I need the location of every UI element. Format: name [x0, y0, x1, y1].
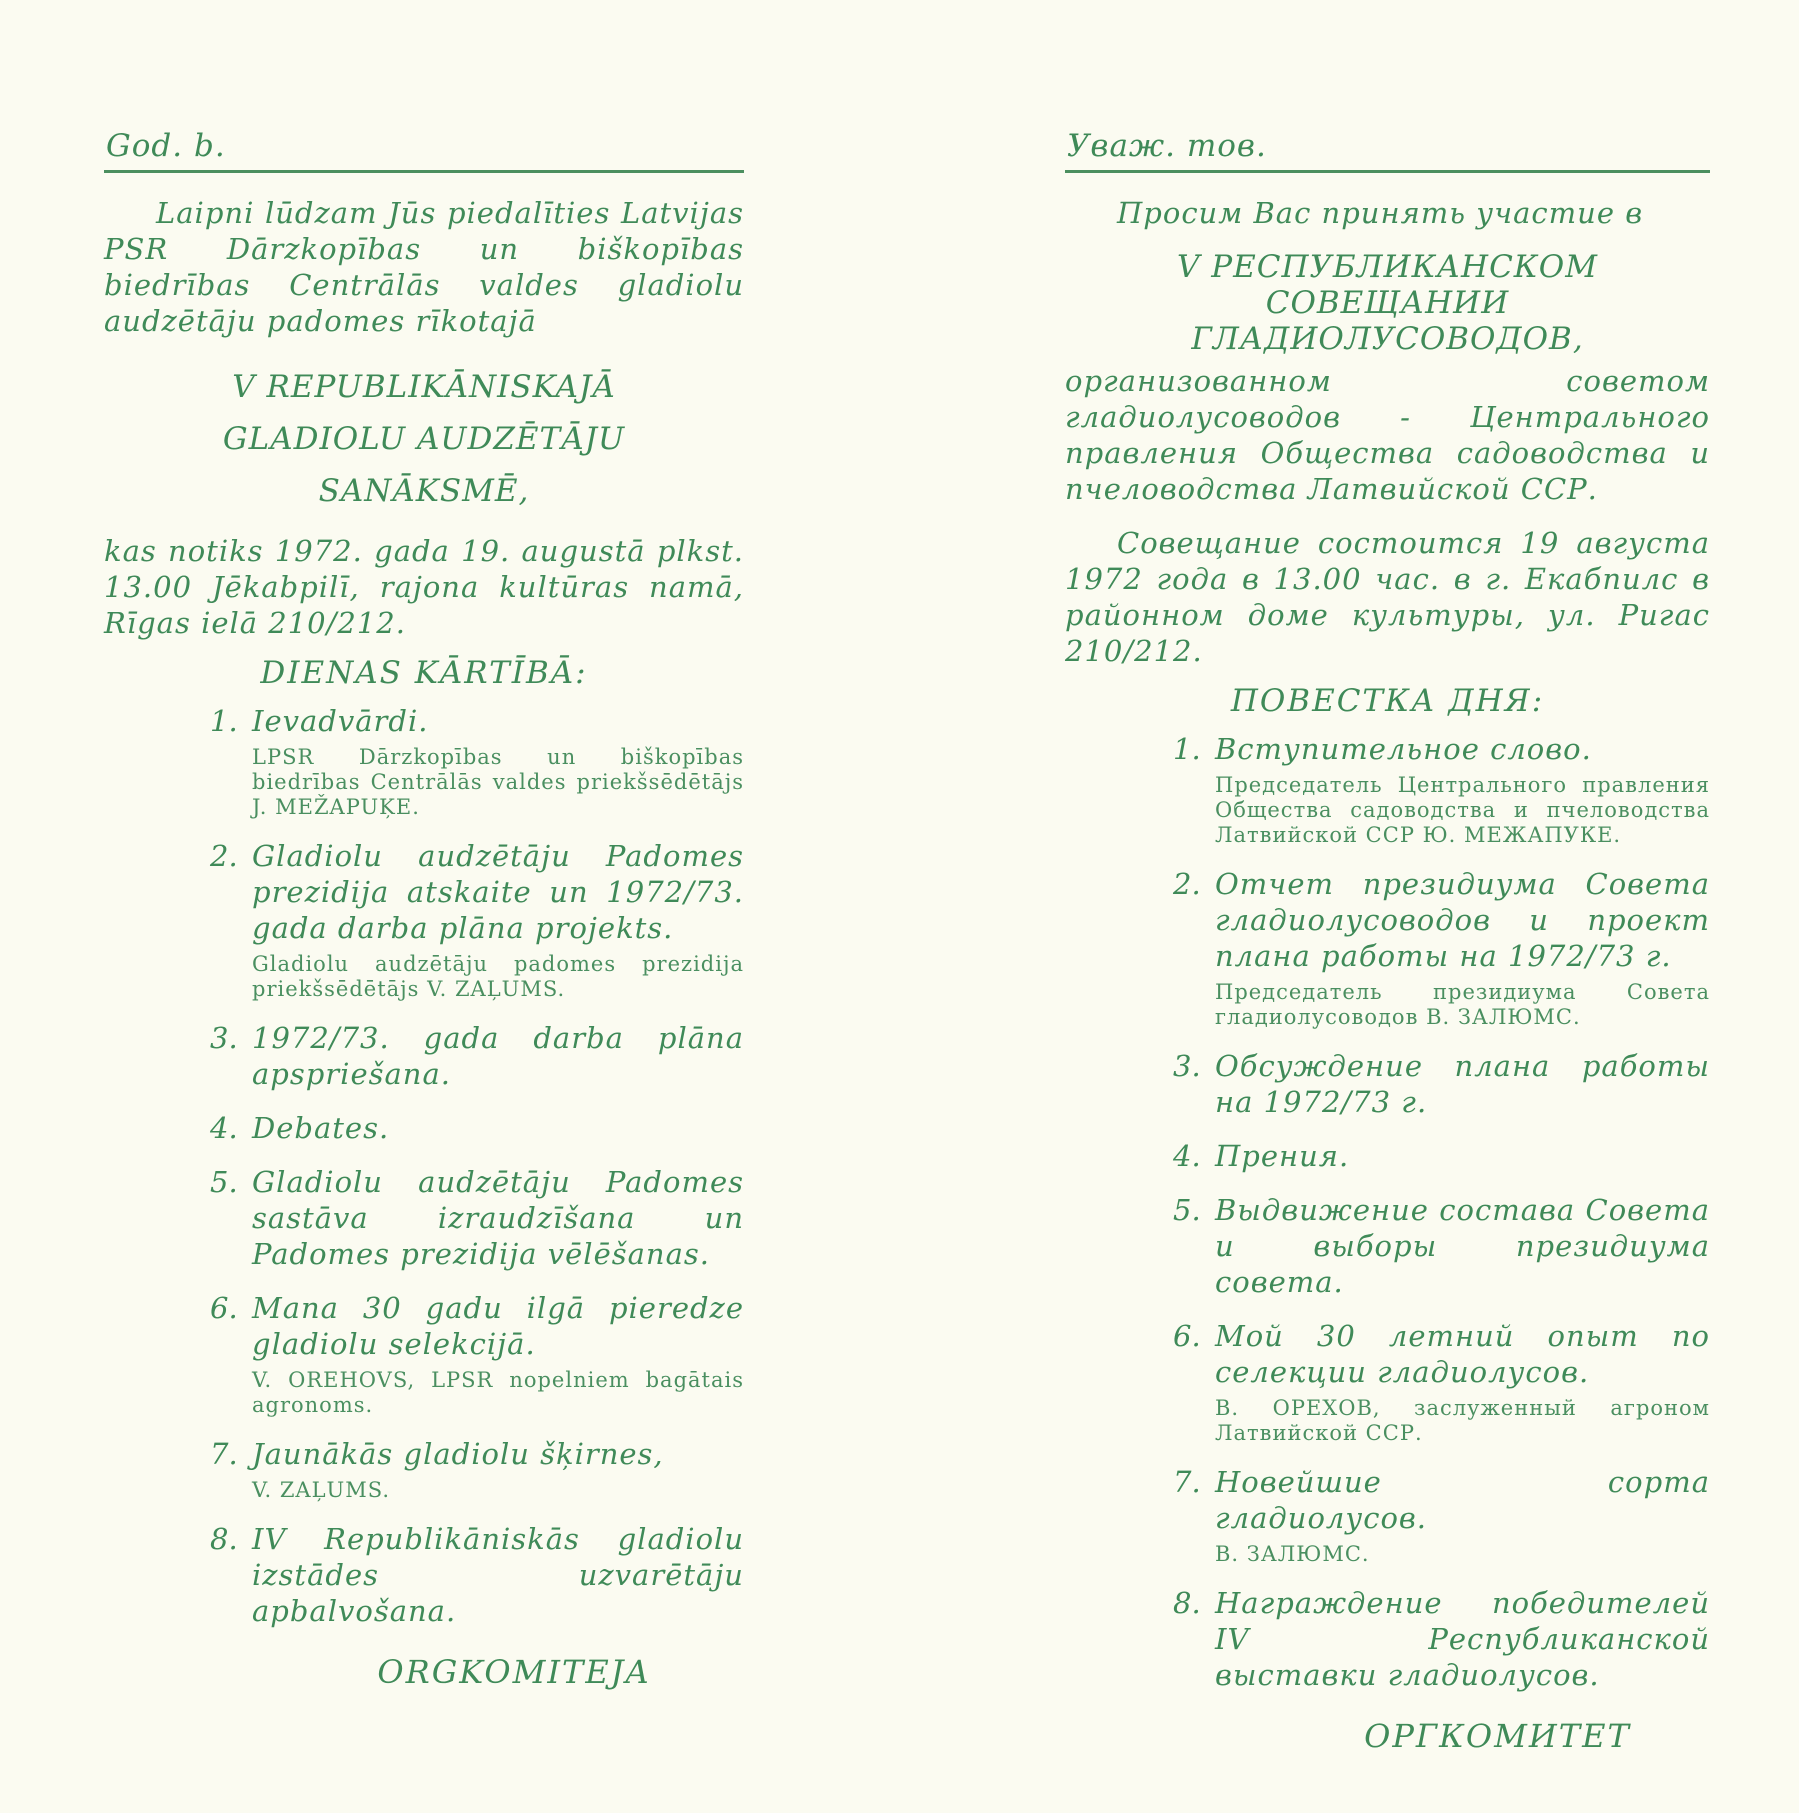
event-details: kas notiks 1972. gada 19. augustā plkst. 13.00 Jēkabpilī, rajona kultūras namā, Rīgas ielā 210/212. — [104, 534, 744, 640]
agenda-item-speaker: V. OREHOVS, LPSR nopelniem bagātais agronoms. — [252, 1368, 744, 1417]
agenda-item — [1173, 731, 1710, 848]
agenda-item-speaker: Председатель президиума Совета гладиолусоводов В. ЗАЛЮМС. — [1215, 980, 1710, 1029]
agenda-item — [210, 1020, 744, 1092]
agenda-item-title: Отчет президиума Совета гладиолусоводов и проект плана работы на 1972/73 г. — [1215, 867, 1710, 973]
greeting: Уваж. тов. — [1065, 128, 1710, 173]
agenda-item-title: Debates. — [252, 1111, 390, 1145]
agenda-item — [1173, 866, 1710, 1030]
agenda-item-title: Mana 30 gadu ilgā pieredze gladiolu selekcijā. — [252, 1291, 744, 1361]
greeting: God. b. — [104, 128, 744, 173]
agenda-item-number: 3. — [1173, 1049, 1201, 1083]
agenda-item-number: 3. — [210, 1021, 238, 1055]
agenda-item — [1173, 1048, 1710, 1120]
agenda-item — [210, 1290, 744, 1418]
agenda-item-title: Вступительное слово. — [1215, 732, 1592, 766]
agenda-item — [1173, 1585, 1710, 1693]
agenda-item-speaker: V. ZAĻUMS. — [252, 1478, 391, 1502]
agenda-item-title: Прения. — [1215, 1139, 1350, 1173]
event-title-line: СОВЕЩАНИИ — [1265, 285, 1510, 321]
event-title — [1065, 249, 1710, 357]
agenda-item-number: 5. — [210, 1165, 238, 1199]
agenda-item — [210, 1110, 744, 1146]
signoff: ОРГКОМИТЕТ — [1364, 1717, 1631, 1755]
event-title-line: GLADIOLU AUDZĒTĀJU — [222, 421, 626, 457]
agenda-item — [210, 703, 744, 820]
event-details: Совещание состоится 19 августа 1972 года в 13.00 час. в г. Екабпилс в районном доме культуры, ул. Ригас 210/212. — [1065, 526, 1710, 668]
agenda-item-speaker: LPSR Dārzkopības un biškopības biedrības Centrālās valdes priekšsēdētājs J. MEŽAPUĶE. — [252, 745, 744, 819]
agenda-list — [1065, 731, 1710, 1693]
agenda-item-number: 5. — [1173, 1193, 1201, 1227]
agenda-item — [210, 838, 744, 1002]
event-title-line: SANĀKSMĒ, — [318, 473, 530, 509]
agenda-item-number: 4. — [210, 1111, 238, 1145]
agenda-list — [104, 703, 744, 1629]
intro-text: Laipni lūdzam Jūs piedalīties Latvijas PSR Dārzkopības un biškopības biedrības Centrālās valdes gladiolu audzētāju padomes rīkotajā — [104, 196, 744, 338]
event-title-line: V REPUBLIKĀNISKAJĀ — [232, 369, 616, 405]
signoff: ORGKOMITEJA — [377, 1653, 651, 1691]
agenda-item-title: Награждение победителей IV Республиканской выставки гладиолусов. — [1215, 1586, 1710, 1692]
agenda-item-number: 7. — [210, 1437, 238, 1471]
russian-column — [1065, 128, 1710, 1755]
agenda-item-number: 1. — [210, 704, 238, 738]
agenda-title: DIENAS KĀRTĪBĀ: — [260, 655, 588, 691]
event-title-line: V РЕСПУБЛИКАНСКОМ — [1177, 249, 1598, 285]
agenda-item-title: Gladiolu audzētāju Padomes sastāva izraudzīšana un Padomes prezidija vēlēšanas. — [252, 1165, 744, 1271]
event-title — [104, 361, 744, 517]
agenda-item — [1173, 1318, 1710, 1446]
agenda-item-number: 8. — [210, 1522, 238, 1556]
latvian-column — [104, 128, 744, 1691]
agenda-item — [210, 1164, 744, 1272]
agenda-item-number: 2. — [1173, 867, 1201, 901]
agenda-title: ПОВЕСТКА ДНЯ: — [1230, 683, 1545, 719]
agenda-item-title: Ievadvārdi. — [252, 704, 429, 738]
agenda-item-title: Выдвижение состава Совета и выборы президиума совета. — [1215, 1193, 1710, 1299]
agenda-item-number: 2. — [210, 839, 238, 873]
agenda-item — [210, 1521, 744, 1629]
agenda-item-number: 6. — [210, 1291, 238, 1325]
agenda-item-title: Gladiolu audzētāju Padomes prezidija atskaite un 1972/73. gada darba plāna projekts. — [252, 839, 744, 945]
agenda-item-speaker: В. ОРЕХОВ, заслуженный агроном Латвийской ССР. — [1215, 1396, 1710, 1445]
agenda-item-title: IV Republikāniskās gladiolu izstādes uzvarētāju apbalvošana. — [252, 1522, 744, 1628]
agenda-item-speaker: Gladiolu audzētāju padomes prezidija priekšsēdētājs V. ZAĻUMS. — [252, 952, 744, 1001]
agenda-item-number: 7. — [1173, 1465, 1201, 1499]
agenda-item-title: Обсуждение плана работы на 1972/73 г. — [1215, 1049, 1710, 1119]
agenda-item — [1173, 1138, 1710, 1174]
agenda-item-number: 8. — [1173, 1586, 1201, 1620]
agenda-item-number: 1. — [1173, 732, 1201, 766]
agenda-item-title: Jaunākās gladiolu šķirnes, — [252, 1437, 664, 1471]
agenda-item-title: 1972/73. gada darba plāna apspriešana. — [252, 1021, 744, 1091]
event-title-line: ГЛАДИОЛУСОВОДОВ, — [1191, 321, 1584, 357]
agenda-item-number: 6. — [1173, 1319, 1201, 1353]
organizer-text: организованном советом гладиолусоводов - Центрального правления Общества садоводства и пчеловодства Латвийской ССР. — [1065, 364, 1710, 506]
agenda-item-speaker: В. ЗАЛЮМС. — [1215, 1542, 1370, 1566]
agenda-item-number: 4. — [1173, 1139, 1201, 1173]
agenda-item-speaker: Председатель Центрального правления Общества садоводства и пчеловодства Латвийской ССР Ю. МЕЖАПУКЕ. — [1215, 773, 1710, 847]
intro-text: Просим Вас принять участие в — [1117, 196, 1644, 230]
agenda-item — [1173, 1192, 1710, 1300]
agenda-item — [1173, 1464, 1710, 1567]
agenda-item — [210, 1436, 744, 1503]
agenda-item-title: Новейшие сорта гладиолусов. — [1215, 1465, 1710, 1535]
agenda-item-title: Мой 30 летний опыт по селекции гладиолусов. — [1215, 1319, 1710, 1389]
